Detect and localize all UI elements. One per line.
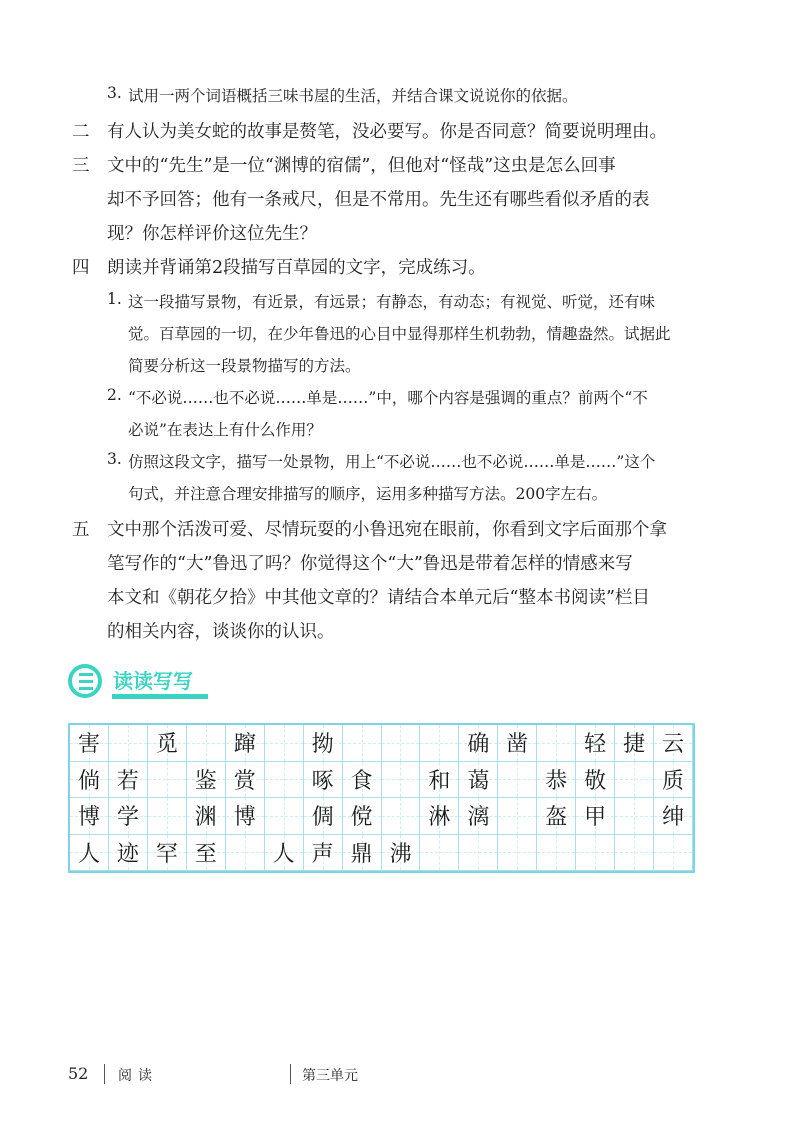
grid-cell xyxy=(109,725,148,762)
grid-cell xyxy=(615,798,654,835)
grid-cell xyxy=(537,725,576,762)
question-5-line: 笔写作的“大”鲁迅了吗？你觉得这个“大”鲁迅是带着怎样的情感来写 xyxy=(107,554,633,574)
grid-cell xyxy=(576,798,615,835)
q4-item-1-line: 觉。百草园的一切，在少年鲁迅的心目中显得那样生机勃勃，情趣盎然。试据此 xyxy=(128,325,671,343)
grid-cell xyxy=(654,725,693,762)
grid-character: 罕 xyxy=(155,841,178,867)
grid-cell xyxy=(459,798,498,835)
grid-character: 渊 xyxy=(194,805,217,831)
grid-cell xyxy=(265,725,304,762)
question-3-number: 三 xyxy=(72,156,90,176)
grid-character: 声 xyxy=(311,841,334,867)
grid-cell xyxy=(265,798,304,835)
item-3-number: 3. xyxy=(107,84,122,102)
grid-cell xyxy=(654,762,693,799)
grid-character: 害 xyxy=(77,732,100,758)
q4-item-2-line: 必说”在表达上有什么作用？ xyxy=(128,421,322,439)
grid-cell xyxy=(343,835,382,872)
grid-character: 漓 xyxy=(467,805,490,831)
grid-character: 确 xyxy=(467,732,490,758)
grid-character: 甲 xyxy=(584,805,607,831)
grid-cell xyxy=(382,835,421,872)
question-2-number: 二 xyxy=(72,122,90,142)
grid-cell xyxy=(70,725,109,762)
grid-cell xyxy=(70,762,109,799)
q4-item-2-number: 2. xyxy=(107,386,122,404)
grid-character: 蔼 xyxy=(467,768,490,794)
grid-cell xyxy=(459,725,498,762)
grid-cell xyxy=(70,798,109,835)
grid-cell xyxy=(70,835,109,872)
grid-character: 和 xyxy=(428,768,451,794)
grid-cell xyxy=(109,798,148,835)
grid-cell xyxy=(498,762,537,799)
grid-cell xyxy=(382,798,421,835)
grid-character: 博 xyxy=(233,805,256,831)
grid-cell xyxy=(576,762,615,799)
q4-item-3-line: 仿照这段文字，描写一处景物，用上“不必说……也不必说……单是……”这个 xyxy=(128,453,656,471)
grid-cell xyxy=(304,798,343,835)
grid-character: 轻 xyxy=(584,732,607,758)
grid-cell xyxy=(537,835,576,872)
q4-item-2-line: “不必说……也不必说……单是……”中，哪个内容是强调的重点？前两个“不 xyxy=(128,389,648,407)
grid-cell xyxy=(304,835,343,872)
grid-cell xyxy=(109,835,148,872)
grid-character: 迹 xyxy=(116,841,139,867)
item-3-text: 试用一两个词语概括三味书屋的生活，并结合课文说说你的依据。 xyxy=(128,87,578,105)
grid-character: 捷 xyxy=(623,732,646,758)
section-title: 读读写写 xyxy=(113,669,193,693)
grid-character: 凿 xyxy=(506,732,529,758)
grid-cell xyxy=(265,835,304,872)
grid-cell xyxy=(187,798,226,835)
grid-character: 赏 xyxy=(233,768,256,794)
grid-character: 盔 xyxy=(545,805,568,831)
grid-cell xyxy=(654,835,693,872)
grid-cell xyxy=(615,835,654,872)
grid-cell xyxy=(537,798,576,835)
grid-character: 倘 xyxy=(77,768,100,794)
vocabulary-grid xyxy=(68,723,695,873)
grid-cell xyxy=(343,798,382,835)
grid-cell xyxy=(304,725,343,762)
question-5-line: 本文和《朝花夕拾》中其他文章的？请结合本单元后“整本书阅读”栏目 xyxy=(107,588,650,608)
grid-character: 人 xyxy=(77,841,100,867)
grid-cell xyxy=(304,762,343,799)
grid-character: 博 xyxy=(77,805,100,831)
grid-cell xyxy=(187,835,226,872)
grid-cell xyxy=(498,835,537,872)
grid-character: 啄 xyxy=(311,768,334,794)
grid-cell xyxy=(265,762,304,799)
section-title-underline xyxy=(112,694,208,699)
grid-cell xyxy=(420,725,459,762)
question-3-line: 文中的“先生”是一位“渊博的宿儒”，但他对“怪哉”这虫是怎么回事 xyxy=(107,156,616,176)
section-heading xyxy=(68,664,218,704)
grid-cell xyxy=(420,835,459,872)
grid-character: 觅 xyxy=(155,732,178,758)
grid-cell xyxy=(226,762,265,799)
grid-cell xyxy=(576,725,615,762)
grid-character: 学 xyxy=(116,805,139,831)
grid-cell xyxy=(343,762,382,799)
grid-cell xyxy=(420,762,459,799)
footer-book-title: 阅读 xyxy=(118,1068,158,1084)
grid-cell xyxy=(615,725,654,762)
three-circle-icon xyxy=(68,664,102,698)
q4-item-3-number: 3. xyxy=(107,450,122,468)
grid-cell xyxy=(226,798,265,835)
grid-cell xyxy=(498,725,537,762)
grid-character: 质 xyxy=(662,768,685,794)
grid-cell xyxy=(498,798,537,835)
grid-character: 鼎 xyxy=(350,841,373,867)
grid-character: 蹿 xyxy=(233,732,256,758)
grid-cell xyxy=(382,725,421,762)
footer-divider xyxy=(290,1064,291,1084)
footer-divider xyxy=(104,1064,105,1084)
q4-item-1-number: 1. xyxy=(107,290,122,308)
question-5-number: 五 xyxy=(72,520,90,540)
grid-cell xyxy=(148,835,187,872)
grid-cell xyxy=(148,725,187,762)
question-3-line: 却不予回答；他有一条戒尺，但是不常用。先生还有哪些看似矛盾的表 xyxy=(107,190,650,210)
grid-character: 食 xyxy=(350,768,373,794)
grid-cell xyxy=(343,725,382,762)
grid-cell xyxy=(187,725,226,762)
grid-cell xyxy=(615,762,654,799)
grid-cell xyxy=(187,762,226,799)
grid-character: 人 xyxy=(272,841,295,867)
grid-character: 拗 xyxy=(311,732,334,758)
question-5-line: 文中那个活泼可爱、尽情玩耍的小鲁迅宛在眼前，你看到文字后面那个拿 xyxy=(107,520,667,540)
grid-character: 云 xyxy=(662,732,685,758)
grid-character: 至 xyxy=(194,841,217,867)
q4-item-1-line: 这一段描写景物，有近景，有远景；有静态，有动态；有视觉、听觉，还有味 xyxy=(128,293,656,311)
grid-cell xyxy=(148,798,187,835)
grid-character: 沸 xyxy=(389,841,412,867)
q4-item-3-line: 句式，并注意合理安排描写的顺序，运用多种描写方法。200字左右。 xyxy=(128,485,608,503)
question-5-line: 的相关内容，谈谈你的认识。 xyxy=(107,622,335,642)
grid-cell xyxy=(459,762,498,799)
question-2-line: 有人认为美女蛇的故事是赘笔，没必要写。你是否同意？简要说明理由。 xyxy=(107,122,667,142)
grid-cell xyxy=(109,762,148,799)
page-number: 52 xyxy=(68,1064,89,1083)
grid-character: 淋 xyxy=(428,805,451,831)
footer-unit-title: 第三单元 xyxy=(302,1068,358,1084)
grid-cell xyxy=(654,798,693,835)
question-4-line: 朗读并背诵第2段描写百草园的文字，完成练习。 xyxy=(107,258,486,278)
grid-cell xyxy=(576,835,615,872)
question-3-line: 现？你怎样评价这位先生？ xyxy=(107,224,317,244)
grid-cell xyxy=(420,798,459,835)
grid-character: 倜 xyxy=(311,805,334,831)
grid-cell xyxy=(459,835,498,872)
grid-cell xyxy=(148,762,187,799)
grid-character: 若 xyxy=(116,768,139,794)
q4-item-1-line: 简要分析这一段景物描写的方法。 xyxy=(128,357,361,375)
grid-character: 绅 xyxy=(662,805,685,831)
grid-character: 恭 xyxy=(545,768,568,794)
grid-character: 敬 xyxy=(584,768,607,794)
grid-cell xyxy=(226,725,265,762)
grid-cell xyxy=(226,835,265,872)
grid-character: 鉴 xyxy=(194,768,217,794)
grid-character: 傥 xyxy=(350,805,373,831)
grid-cell xyxy=(537,762,576,799)
grid-cell xyxy=(382,762,421,799)
question-4-number: 四 xyxy=(72,258,90,278)
